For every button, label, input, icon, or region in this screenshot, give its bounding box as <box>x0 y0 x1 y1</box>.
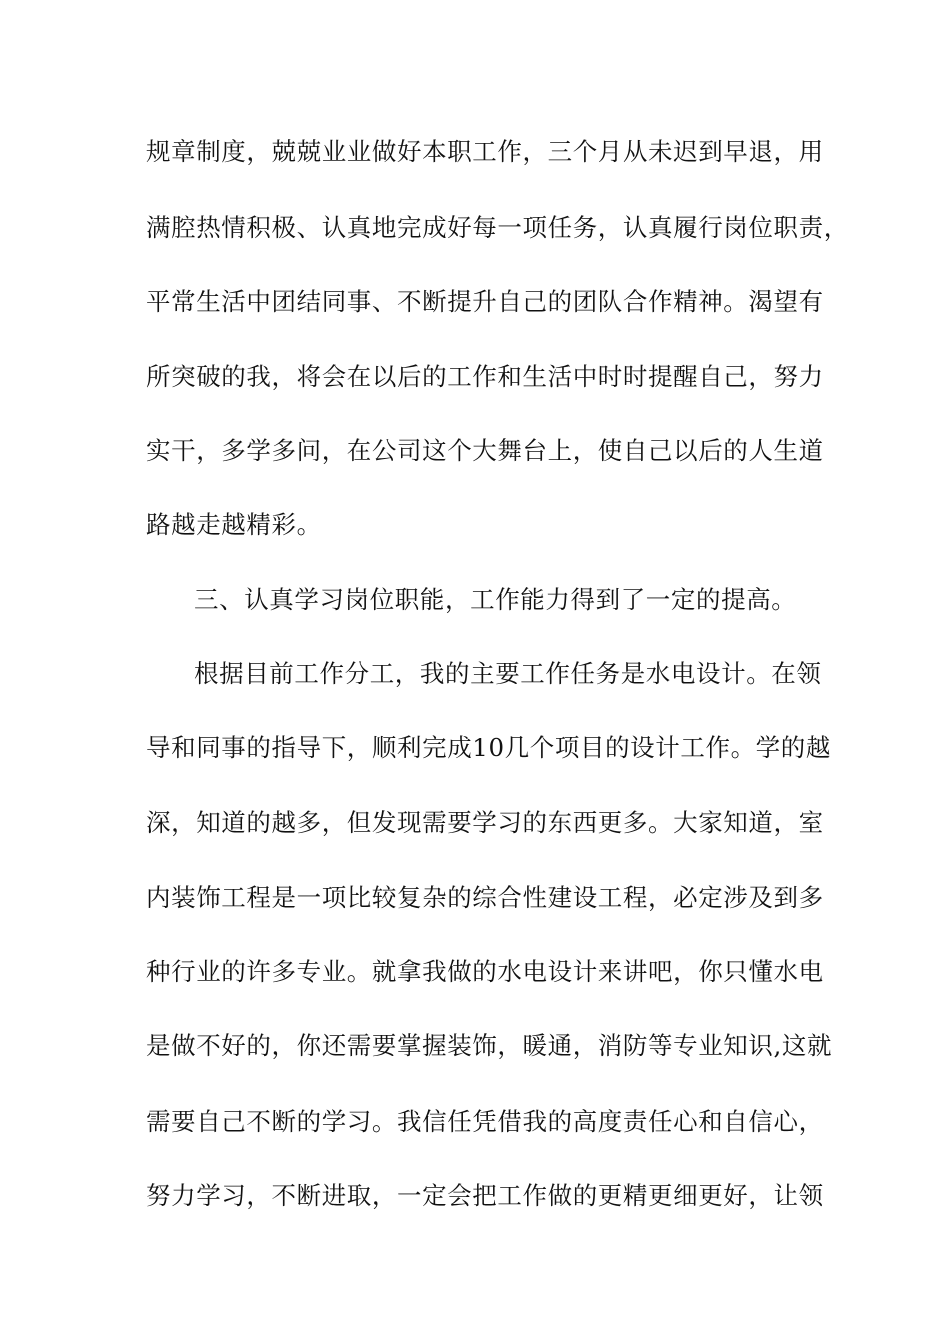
text-line: 平常生活中团结同事、不断提升自己的团队合作精神。渴望有 <box>146 287 824 316</box>
text-line: 所突破的我，将会在以后的工作和生活中时时提醒自己，努力 <box>146 362 824 391</box>
text-line: 规章制度，兢兢业业做好本职工作，三个月从未迟到早退，用 <box>146 137 824 166</box>
text-line: 满腔热情积极、认真地完成好每一项任务，认真履行岗位职责， <box>146 213 849 242</box>
text-line: 实干，多学多问，在公司这个大舞台上，使自己以后的人生道 <box>146 436 824 465</box>
text-line: 路越走越精彩。 <box>146 510 322 539</box>
text-line: 导和同事的指导下，顺利完成10几个项目的设计工作。学的越 <box>146 733 831 762</box>
text-line: 内装饰工程是一项比较复杂的综合性建设工程，必定涉及到多 <box>146 883 824 912</box>
text-line: 需要自己不断的学习。我信任凭借我的高度责任心和自信心， <box>146 1107 824 1136</box>
text-line: 深，知道的越多，但发现需要学习的东西更多。大家知道，室 <box>146 808 824 837</box>
text-line: 种行业的许多专业。就拿我做的水电设计来讲吧，你只懂水电 <box>146 957 824 986</box>
text-line: 根据目前工作分工，我的主要工作任务是水电设计。在领 <box>194 659 822 688</box>
text-line: 努力学习，不断进取，一定会把工作做的更精更细更好，让领 <box>146 1181 824 1210</box>
section-heading: 三、认真学习岗位职能，工作能力得到了一定的提高。 <box>194 585 797 614</box>
text-line: 是做不好的，你还需要掌握装饰，暖通，消防等专业知识,这就 <box>146 1031 833 1060</box>
